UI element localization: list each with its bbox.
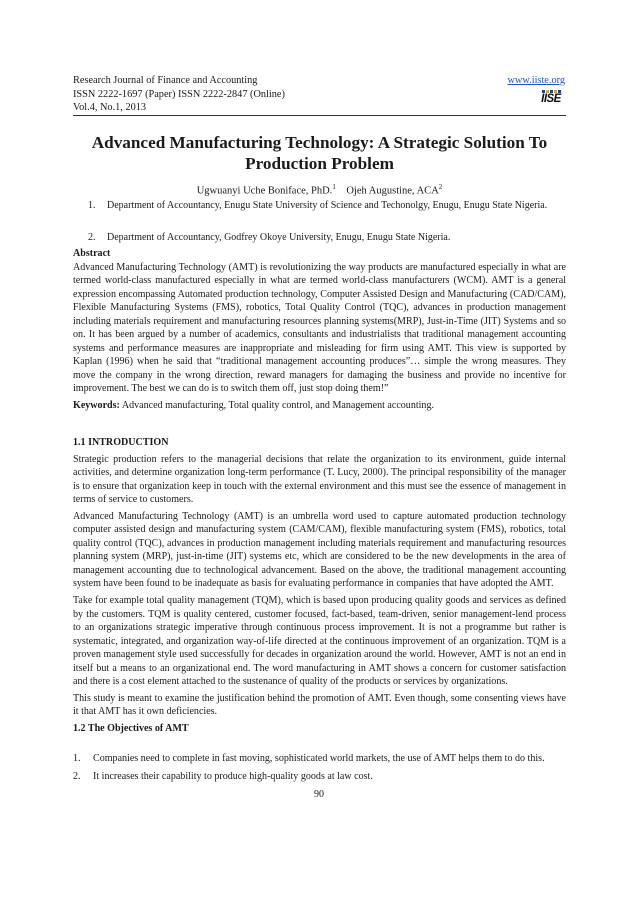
objective-item-1 [73, 752, 566, 766]
journal-info [73, 74, 565, 115]
journal-issn: ISSN 2222-1697 (Paper) ISSN 2222-2847 (Online) [73, 88, 285, 100]
objectives-list [73, 752, 566, 783]
objective-item-2 [73, 770, 566, 784]
journal-url-link[interactable]: www.iiste.org [507, 75, 565, 86]
iiste-logo [539, 90, 563, 108]
author-2: Ojeh Augustine, ACA [346, 185, 439, 197]
objective-2-text: It increases their capability to produce high-quality goods at law cost. [93, 770, 373, 782]
objective-2-number: 2. [73, 770, 81, 782]
affiliation-2 [88, 231, 558, 245]
author-1-affil-mark: 1 [332, 183, 336, 191]
abstract-heading: Abstract [73, 248, 111, 259]
journal-volume: Vol.4, No.1, 2013 [73, 102, 147, 114]
journal-name: Research Journal of Finance and Accounting [73, 75, 258, 86]
running-header [73, 74, 565, 115]
keywords-label: Keywords: [73, 400, 120, 412]
logo-wordmark: IISE [541, 93, 561, 105]
affiliation-1-number: 1. [88, 200, 96, 211]
author-1: Ugwuanyi Uche Boniface, PhD. [196, 185, 333, 197]
title-line-1: Advanced Manufacturing Technology: A Strategic Solution To [91, 133, 548, 152]
page-number: 90 [314, 789, 324, 800]
paper-title [73, 133, 566, 174]
intro-paragraph-4: This study is meant to examine the justification behind the promotion of AMT. Even though, some consenting views have it that AMT has it own deficiencies. [73, 692, 566, 718]
objectives-heading: 1.2 The Objectives of AMT [73, 722, 189, 734]
objective-1-number: 1. [73, 753, 81, 764]
intro-paragraph-3: Take for example total quality management (TQM), which is based upon producing quality goods and services as defined by the customers. TQM is quality centered, customer focused, fact-based, team-driven, senior management-lend process to an organizations strategic imperative through continuous process improvement. It is not a programme but rather is systematic, integrated, and organization way-of-life directed at the continuous improvement of an organization. TQM is a proven management style used successfully for decades in organization around the world. However, AMT is not an end in itself but a means to an organizational end. The word manufacturing in AMT shows a concern for customer satisfaction and there is a cost element attached to the sustenance of quality of the products or services by organizations. [73, 595, 566, 688]
introduction-heading: 1.1 INTRODUCTION [73, 437, 169, 448]
affiliation-1-text: Department of Accountancy, Enugu State University of Science and Techonolgy, Enugu, Enugu State Nigeria. [107, 200, 548, 211]
abstract-text: Advanced Manufacturing Technology (AMT) is revolutionizing the way products are manufactured especially in what are termed world-class manufactured especially in what are termed world-class manufacturers (WCM). AMT is a general expression encompassing Automated production technology, Computer Assisted Design and Manufacturing (CAD/CAM), Flexible Manufacturing Systems (FMS), robotics, Total Quality Control (TQC), advances in production management including materials requirement and manufacturing resources planning systems(MRP), Just-in-Time (JIT) Systems and so on. It has been argued by a number of academics, consultants and industrialists that traditional management accounting systems and performance measures are inappropriate and misleading for firm using AMT. This view is supported by Kaplan (1996) when he said that “traditional management accounting produces”… simple the wrong measures. They move the company in the wrong direction, reward managers for damaging the business and provide no incentive for improvement. The best we can do is to switch them off, just stop doing them!” [73, 261, 566, 395]
keywords-line [73, 399, 566, 413]
introduction-section [73, 436, 566, 735]
affiliation-1 [88, 199, 558, 213]
objective-1-text: Companies need to complete in fast moving, sophisticated world markets, the use of AMT helps them to do this. [93, 753, 545, 764]
affiliation-2-text: Department of Accountancy, Godfrey Okoye University, Enugu, Enugu State Nigeria. [107, 232, 451, 243]
author-2-affil-mark: 2 [438, 183, 443, 191]
intro-paragraph-2: Advanced Manufacturing Technology (AMT) is an umbrella word used to capture automated production technology computer assisted design and manufacturing system (CAM/CAM), flexible manufacturing system (FMS), robotics, total quality control (TQC), advances in production management including materials requirement and manufacturing resources planning system (MRP), just-in-time (JIT) systems etc, which are considered to be the new developments in the area of management accounting due to technological advancement. Based on the above, the traditional management accounting system have been found to be inadequate as basis for evaluating performance in companies that have adopted the AMT. [73, 510, 566, 590]
abstract-section [73, 247, 566, 413]
title-line-2: Production Problem [245, 153, 394, 173]
intro-paragraph-1: Strategic production refers to the managerial decisions that relate the organization to its environment, guide internal activities, and determine organization long-term performance (T. Lucy, 2000). The principal responsibility of the manager is to ensure that organization keep in touch with the external environment and this must see the essence of management in terms of service to customers. [73, 453, 566, 506]
header-divider [73, 115, 566, 116]
keywords-text: Advanced manufacturing, Total quality control, and Management accounting. [119, 400, 434, 412]
affiliation-2-number: 2. [88, 232, 96, 243]
author-line [73, 181, 566, 198]
